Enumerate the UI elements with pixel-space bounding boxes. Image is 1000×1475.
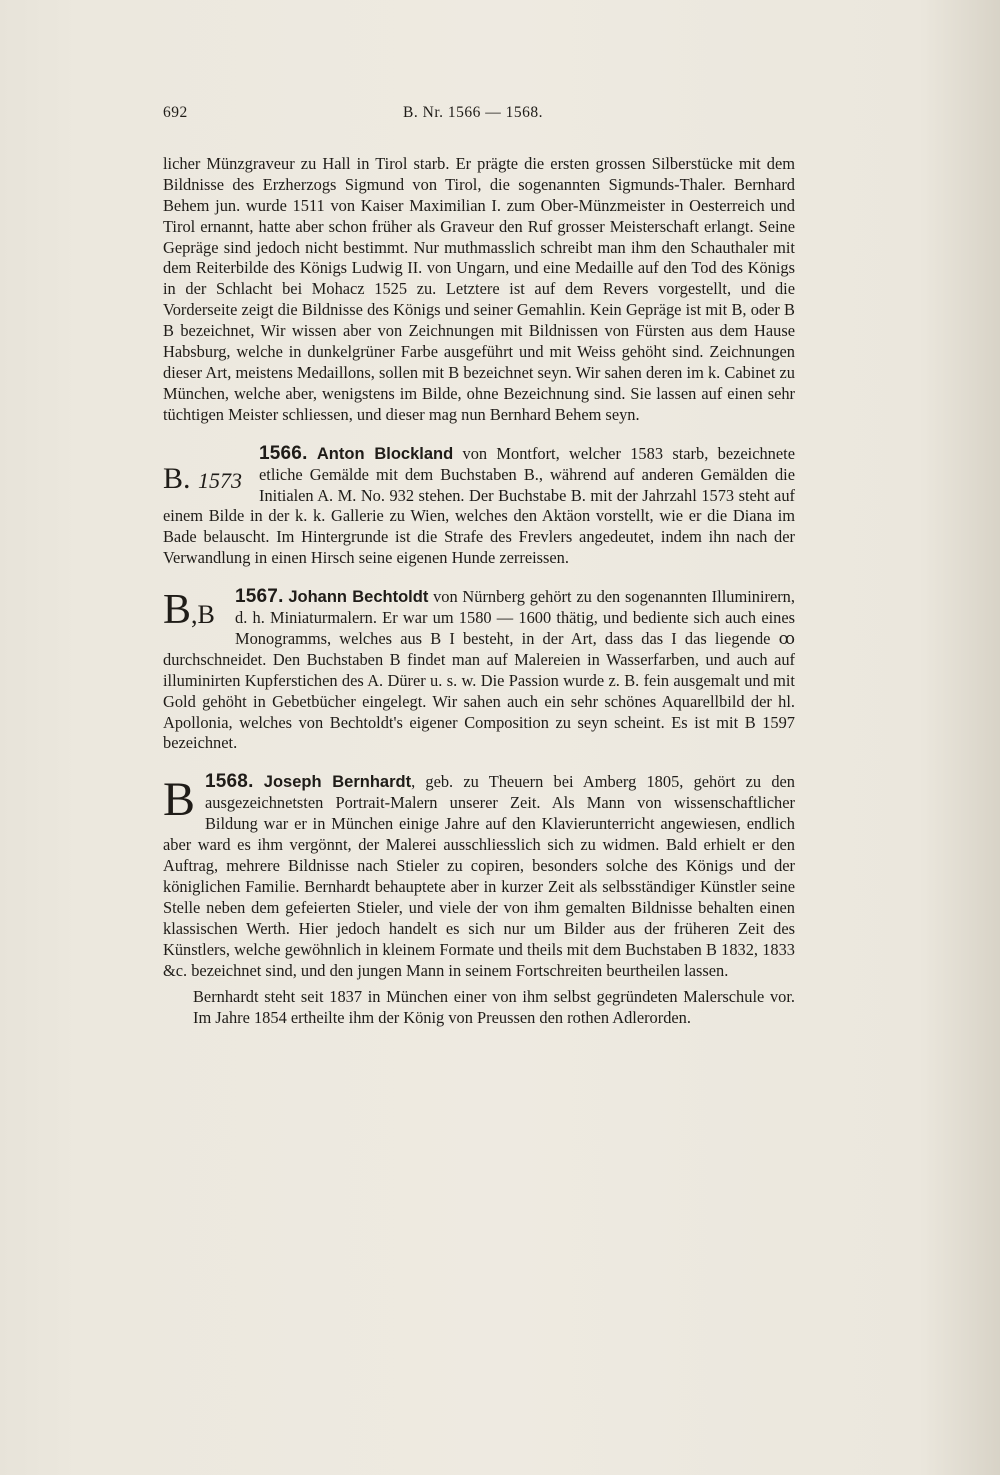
entry-1567 bbox=[163, 587, 795, 754]
page-header bbox=[163, 103, 758, 124]
monogram-small: ,B bbox=[191, 600, 215, 630]
monogram-1568 bbox=[163, 773, 196, 827]
entry-number: 1567. bbox=[235, 586, 284, 608]
monogram-year: 1573 bbox=[198, 467, 243, 493]
entry-1566 bbox=[163, 444, 795, 569]
entry-number: 1566. bbox=[259, 442, 308, 464]
artist-name: Joseph Bernhardt bbox=[263, 773, 412, 792]
entry-text: , geb. zu Theuern bei Amberg 1805, gehört zu den ausgezeichnetsten Portrait-Malern unserer Zeit. Als Mann von wissenschaftlicher Bildung war er in München einige Jahre auf den Klavierunterricht angewiesen, endlich aber ward es ihm vergönnt, der Malerei ausschliesslich sich zu widmen. Bald erhielt er den Auftrag, mehrere Bildnisse nach Stieler zu copiren, besonders solche des Königs und der königlichen Familie. Bernhardt behauptete aber in kurzer Zeit als selbsständiger Künstler seine Stelle neben dem gefeierten Stieler, und viele der von ihm gemalten Bildnisse behalten einen klassischen Werth. Hier jedoch handelt es sich nur um Bilder aus der früheren Zeit des Künstlers, welche gewöhnlich in kleinem Formate und theils mit dem Buchstaben B 1832, 1833 &c. bezeichnet sind, und den jungen Mann in seinem Fortschreiten beurtheilen lassen. bbox=[163, 772, 795, 980]
entry-1568 bbox=[163, 772, 795, 1029]
text-column bbox=[163, 103, 795, 1029]
monogram-letter: B bbox=[163, 587, 192, 634]
monogram-1567 bbox=[163, 587, 223, 634]
entry-text: von Nürnberg gehört zu den sogenannten Illuminirern, d. h. Miniaturmalern. Er war um 1580 — 1600 thätig, und bediente sich auch eines Monogramms, welches aus B I besteht, in der Art, dass das I das liegende ꝏ durchschneidet. Den Buchstaben B findet man auf Malereien in Wasserfarben, und auch auf illuminirten Kupferstichen des A. Dürer u. s. w. Die Passion wurde z. B. fein ausgemalt und mit Gold gehöht in Gebetbücher eingelegt. Wir sahen auch ein sehr schönes Aquarellbild der hl. Apollonia, welches von Bechtoldt's eigener Composition zu seyn scheint. Es ist mit B 1597 bezeichnet. bbox=[163, 587, 795, 753]
page-number: 692 bbox=[163, 104, 188, 121]
entry-continuation: Bernhardt steht seit 1837 in München einer von ihm selbst gegründeten Malerschule vor. Im Jahre 1854 ertheilte ihm der König von Preussen den rothen Adlerorden. bbox=[193, 987, 795, 1028]
monogram-letter: B. bbox=[163, 461, 191, 495]
intro-paragraph: licher Münzgraveur zu Hall in Tirol starb. Er prägte die ersten grossen Silberstücke mit dem Bildnisse des Erzherzogs Sigmund von Tirol, die sogenannten Sigmunds-Thaler. Bernhard Behem jun. wurde 1511 von Kaiser Maximilian I. zum Ober-Münzmeister in Oesterreich und Tirol ernannt, hatte aber schon früher als Graveur den Ruf grosser Meisterschaft erlangt. Seine Gepräge sind jedoch nicht bestimmt. Nur muthmasslich schreibt man ihm den Schauthaler mit dem Reiterbilde des Königs Ludwig II. von Ungarn, und eine Medaille auf den Tod des Königs in der Schlacht bei Mohacz 1525 zu. Letztere ist auf dem Revers vorgestellt, und die Vorderseite zeigt die Bildnisse des Königs und seiner Gemahlin. Kein Gepräge ist mit B, oder B B bezeichnet, Wir wissen aber von Zeichnungen mit Bildnissen von Fürsten aus dem Hause Habsburg, welche in dunkelgrüner Farbe ausgeführt und mit Weiss gehöht sind. Zeichnungen dieser Art, meistens Medaillons, sollen mit B bezeichnet seyn. Wir sahen deren im k. Cabinet zu München, welche aber, wenigstens im Bilde, ohne Bezeichnung sind. Sie lassen auf einen sehr tüchtigen Meister schliessen, und dieser mag nun Bernhard Behem seyn. bbox=[163, 153, 795, 424]
entry-number: 1568. bbox=[205, 771, 254, 793]
monogram-letter: B bbox=[163, 773, 196, 827]
monogram-1566 bbox=[163, 461, 247, 495]
artist-name: Johann Bechtoldt bbox=[288, 588, 429, 607]
artist-name: Anton Blockland bbox=[316, 444, 454, 463]
entry-text: von Montfort, welcher 1583 starb, bezeichnete etliche Gemälde mit dem Buchstaben B., während auf anderen Gemälden die Initialen A. M. No. 932 stehen. Der Buchstabe B. mit der Jahrzahl 1573 steht auf einem Bilde in der k. k. Gallerie zu Wien, welches den Aktäon vorstellt, wie er die Diana im Bade belauscht. Im Hintergrunde ist die Strafe des Frevlers angedeutet, indem ihn nach der Verwandlung in einen Hirsch seine eigenen Hunde zerreissen. bbox=[163, 443, 795, 568]
section-heading: B. Nr. 1566 — 1568. bbox=[403, 104, 543, 121]
